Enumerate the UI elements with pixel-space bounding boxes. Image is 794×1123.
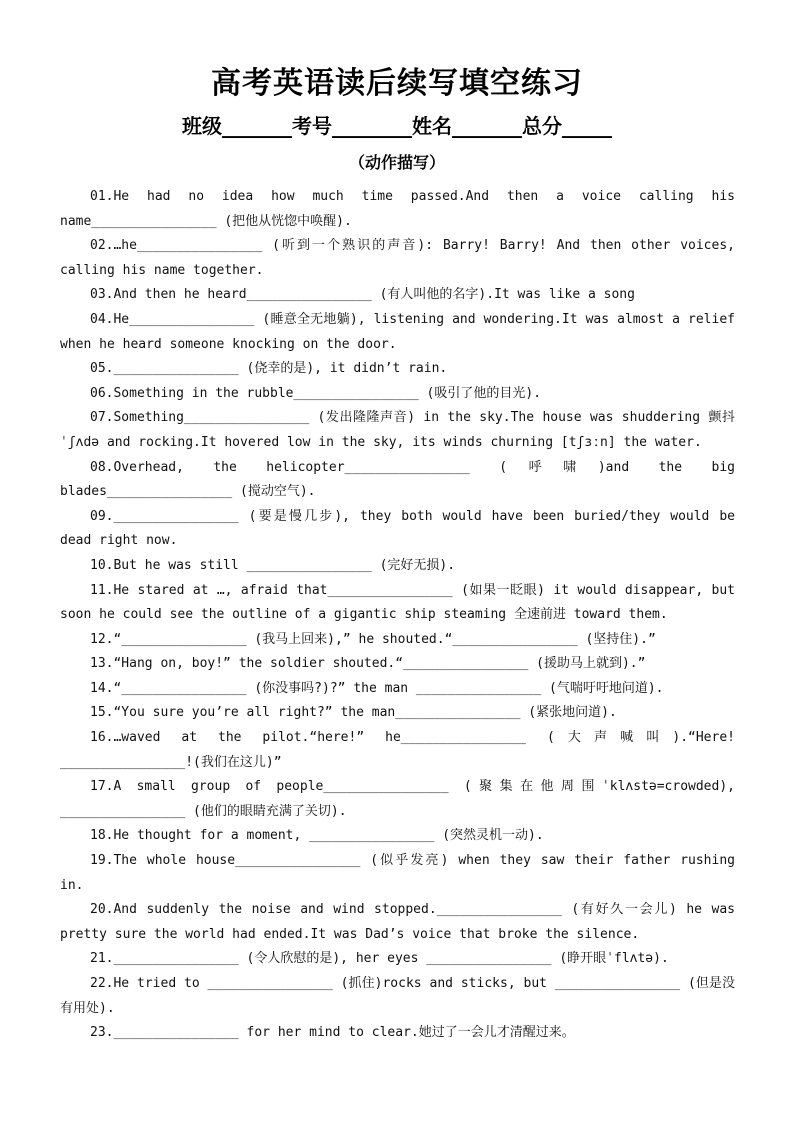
page-title: 高考英语读后续写填空练习	[211, 66, 583, 101]
exercise-item: 15.“You sure you’re all right?” the man________________ (紧张地问道).	[90, 705, 617, 721]
exercise-item: 13.“Hang on, boy!” the soldier shouted.“________________ (援助马上就到).”	[90, 656, 646, 672]
exercise-item: 11.He stared at …, afraid that________________ (如果一眨眼) it would disappear, but soon he could see the outline of a gigantic ship steaming 全速前进 toward them.	[60, 582, 735, 623]
exercise-item: 22.He tried to ________________ (抓住)rocks and sticks, but ________________ (但是没有用处).	[60, 976, 735, 1016]
exercise-item: 05.________________ (侥幸的是), it didn’t rain.	[90, 361, 448, 377]
exercise-item: 18.He thought for a moment, ________________ (突然灵机一动).	[90, 828, 544, 844]
exercise-item: 19.The whole house________________ (似乎发亮) when they saw their father rushing in.	[60, 853, 735, 893]
exercise-item: 09.________________ (要是慢几步), they both would have been buried/they would be dead right now.	[60, 508, 735, 549]
exercise-item: 14.“________________ (你没事吗?)?” the man ________________ (气喘吁吁地问道).	[90, 680, 664, 696]
exercise-item: 23.________________ for her mind to clear.她过了一会儿才清醒过来。	[90, 1025, 575, 1041]
exercise-item: 03.And then he heard________________ (有人叫他的名字).It was like a song	[90, 287, 635, 303]
exercise-item: 21.________________ (令人欣慰的是), her eyes ________________ (睁开眼ˈflʌtə).	[90, 951, 669, 967]
exercise-item: 01.He had no idea how much time passed.And then a voice calling his name________________ (把他从恍惚中唤醒).	[60, 189, 735, 229]
student-info-line: 班级_______考号________姓名_______总分_____	[182, 114, 612, 138]
exercise-item: 06.Something in the rubble________________ (吸引了他的目光).	[90, 385, 542, 401]
exercise-list	[60, 185, 735, 1046]
exercise-item: 02.…he________________ (听到一个熟识的声音): Barry! Barry! And then other voices, calling his name together.	[60, 238, 735, 278]
exercise-item: 07.Something________________ (发出隆隆声音) in the sky.The house was shuddering 颤抖ˈʃʌdə and rocking.It hovered low in the sky, its winds churning [tʃɜːn] the water.	[60, 410, 735, 450]
exercise-item: 16.…waved at the pilot.“here!” he________________ (大声喊叫).“Here! ________________!(我们在这儿)”	[60, 730, 735, 770]
exercise-item: 20.And suddenly the noise and wind stopped.________________ (有好久一会儿) he was pretty sure the world had ended.It was Dad’s voice that broke the silence.	[60, 902, 735, 942]
section-heading: （动作描写）	[348, 153, 445, 172]
exercise-item: 10.But he was still ________________ (完好无损).	[90, 557, 456, 573]
exercise-item: 08.Overhead, the helicopter________________ (呼啸)and the big blades________________ (搅动空气).	[60, 459, 735, 500]
exercise-item: 12.“________________ (我马上回来),” he shouted.“________________ (坚持住).”	[90, 631, 656, 647]
exercise-item: 04.He________________ (睡意全无地躺), listening and wondering.It was almost a relief when he heard someone knocking on the door.	[60, 311, 735, 352]
exercise-item: 17.A small group of people________________ (聚集在他周围ˈklʌstə=crowded), ________________ (他们的眼睛充满了关切).	[60, 779, 735, 819]
